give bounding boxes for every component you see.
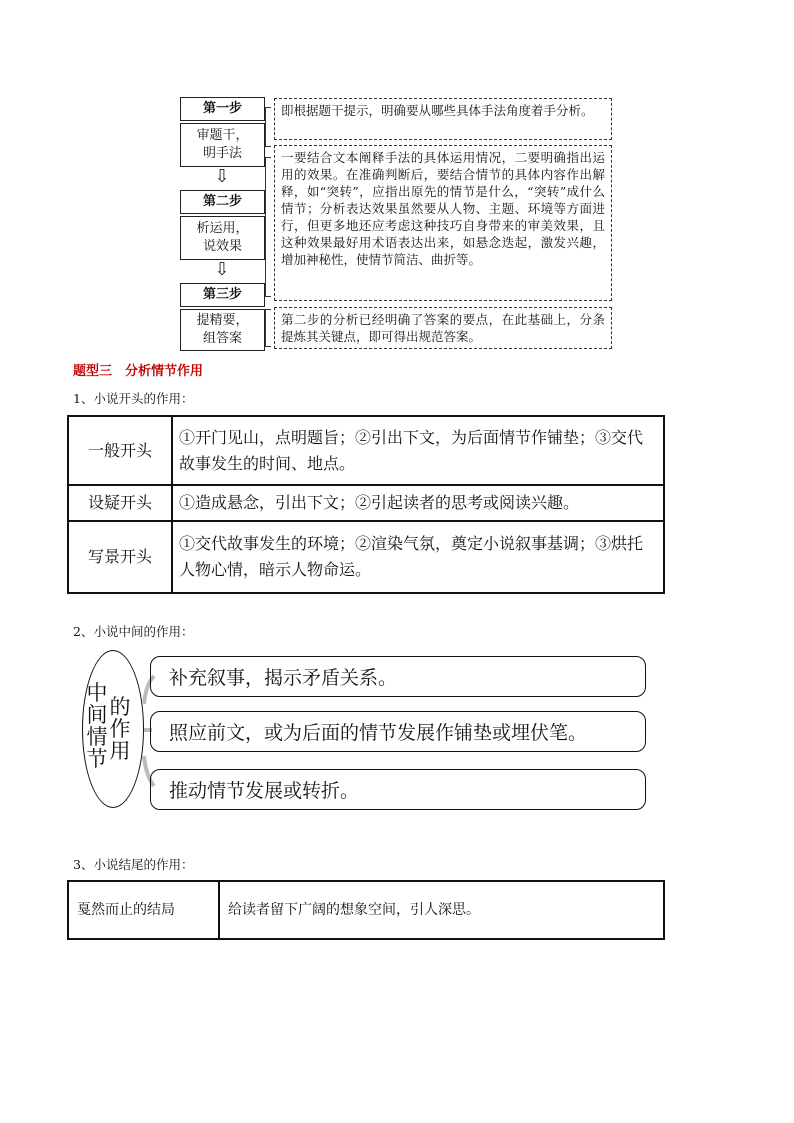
bracket-connector	[265, 107, 271, 147]
middle-caption: 2、小说中间的作用：	[73, 624, 194, 639]
down-arrow-icon: ⇩	[214, 259, 230, 280]
opening-caption: 1、小说开头的作用：	[73, 391, 194, 406]
ending-table	[67, 880, 665, 940]
step-3-body-text: 提精要，组答案	[196, 313, 249, 346]
table-row	[68, 416, 664, 485]
row-label: 一般开头	[68, 416, 172, 485]
step-1-title: 第一步	[180, 97, 265, 121]
row-text: ①交代故事发生的环境；②渲染气氛，奠定小说叙事基调；③烘托人物心情，暗示人物命运。	[172, 521, 664, 593]
opening-table	[67, 415, 665, 594]
middle-item-3: 推动情节发展或转折。	[150, 769, 646, 810]
step-2-body-text: 析运用，说效果	[196, 221, 249, 254]
row-text: ①造成悬念，引出下文；②引起读者的思考或阅读兴趣。	[172, 485, 664, 521]
step-2-body	[180, 216, 265, 260]
bracket-connector	[265, 157, 271, 297]
row-text: ①开门见山，点明题旨；②引出下文，为后面情节作铺垫；③交代故事发生的时间、地点。	[172, 416, 664, 485]
middle-item-1: 补充叙事，揭示矛盾关系。	[150, 656, 646, 697]
step-3-title: 第三步	[180, 283, 265, 307]
table-row	[68, 521, 664, 593]
oval-text-col1: 中间情节	[86, 681, 108, 771]
ending-caption: 3、小说结尾的作用：	[73, 857, 194, 872]
step-3-body	[180, 309, 265, 351]
table-row	[68, 881, 664, 939]
table-row	[68, 485, 664, 521]
middle-item-2: 照应前文，或为后面的情节发展作铺垫或埋伏笔。	[150, 711, 646, 752]
step-1-note: 即根据题干提示，明确要从哪些具体手法角度着手分析。	[274, 98, 612, 140]
oval-text-col2: 的作用	[109, 695, 131, 763]
middle-diagram	[78, 648, 650, 812]
bracket-connector	[265, 309, 271, 347]
step-2-title: 第二步	[180, 190, 265, 214]
step-1-body	[180, 123, 265, 167]
row-label: 戛然而止的结局	[68, 881, 219, 939]
step-flow	[180, 97, 612, 352]
step-2-note: 一要结合文本阐释手法的具体运用情况，二要明确指出运用的效果。在准确判断后，要结合情节的具体内容作出解释，如“突转”，应指出原先的情节是什么，“突转”成什么情节；分析表达效果虽然要从人物、主题、环境等方面进行，但更多地还应考虑这种技巧自身带来的审美效果，且这种效果最好用术语表达出来，如悬念迭起，激发兴趣，增加神秘性，使情节简洁、曲折等。	[274, 145, 612, 301]
down-arrow-icon: ⇩	[214, 166, 230, 187]
row-text: 给读者留下广阔的想象空间，引人深思。	[219, 881, 664, 939]
section-title: 题型三 分析情节作用	[73, 364, 204, 379]
row-label: 设疑开头	[68, 485, 172, 521]
step-3-note: 第二步的分析已经明确了答案的要点，在此基础上，分条提炼其关键点，即可得出规范答案。	[274, 307, 612, 349]
row-label: 写景开头	[68, 521, 172, 593]
step-1-body-text: 审题干，明手法	[196, 128, 249, 161]
